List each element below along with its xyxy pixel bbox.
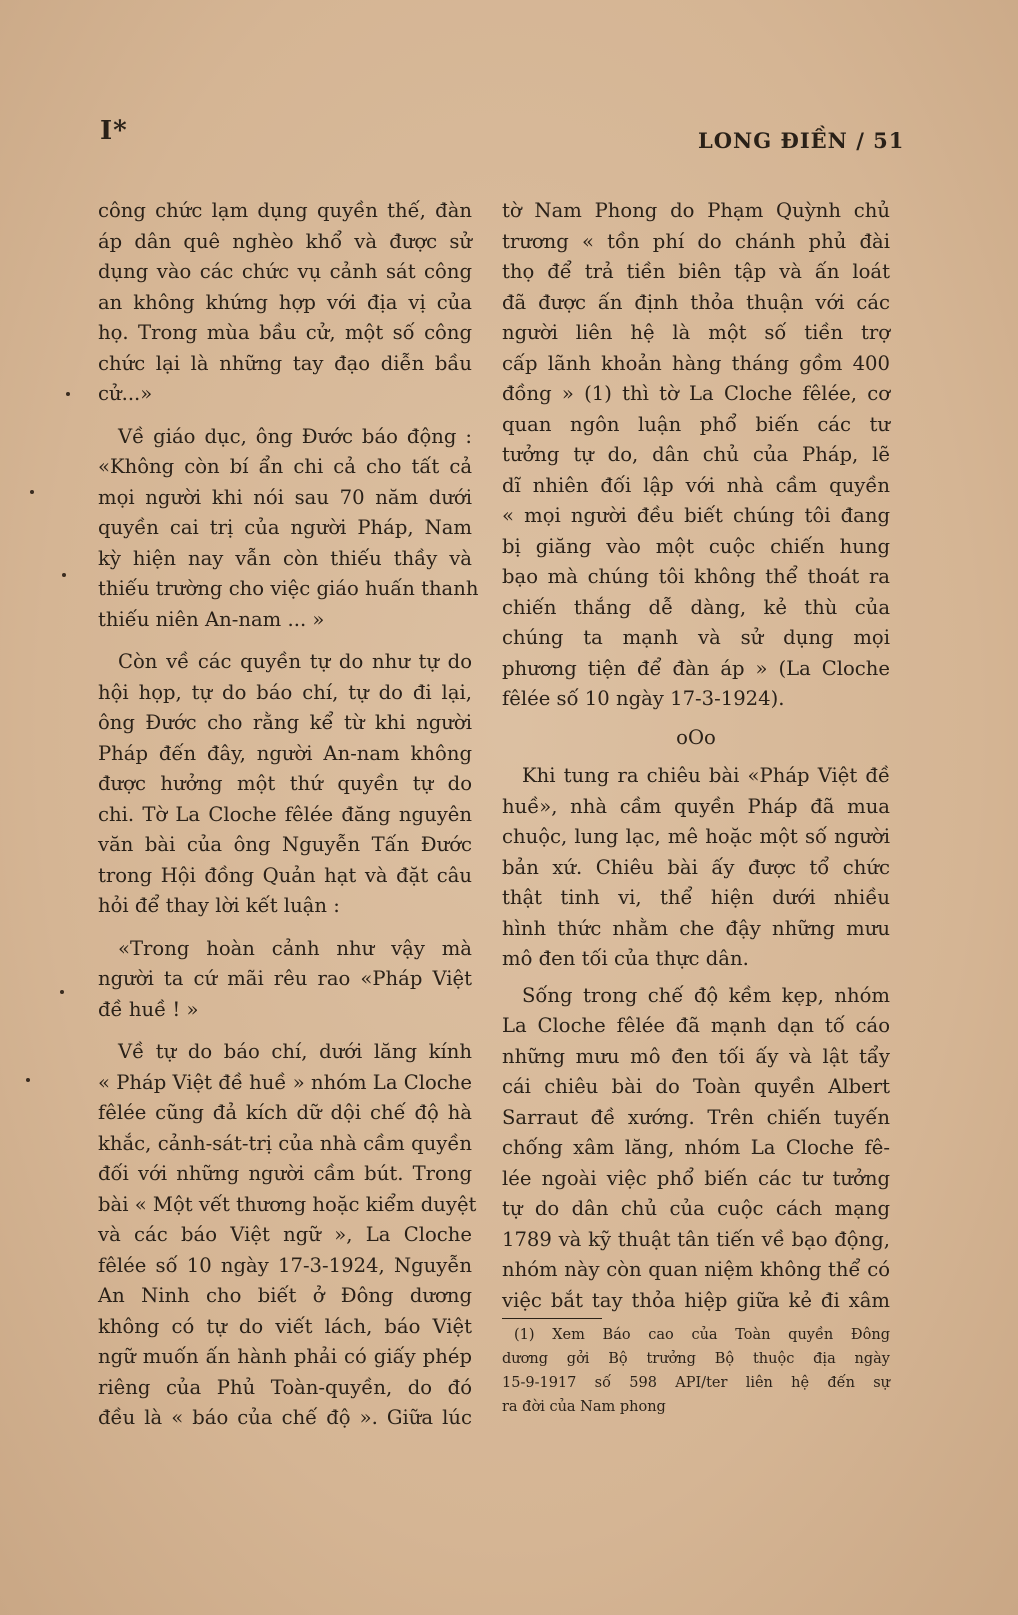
text-line: lée ngoài việc phổ biến các tư tưởng	[502, 1166, 890, 1190]
text-line: mọi người khi nói sau 70 năm dưới	[98, 485, 472, 509]
footnote-divider	[502, 1318, 602, 1319]
text-line: trương « tồn phí do chánh phủ đài	[502, 229, 890, 253]
text-line: quan ngôn luận phổ biến các tư	[502, 412, 890, 436]
text-line: chống xâm lăng, nhóm La Cloche fê-	[502, 1136, 890, 1159]
text-line: ông Đước cho rằng kể từ khi người	[98, 711, 472, 734]
print-speck	[66, 392, 70, 396]
text-line: công chức lạm dụng quyền thế, đàn	[98, 199, 472, 222]
print-speck	[30, 490, 34, 494]
text-line: đã được ấn định thỏa thuận với các	[502, 290, 890, 314]
text-line: hỏi để thay lời kết luận :	[98, 894, 340, 917]
text-line: đồng » (1) thì tờ La Cloche fêlée, cơ	[502, 382, 890, 405]
text-line: đối với những người cầm bút. Trong	[98, 1162, 472, 1185]
left-column	[98, 196, 479, 1434]
text-line: huề», nhà cầm quyền Pháp đã mua	[502, 794, 890, 818]
text-line: Còn về các quyền tự do như tự do	[118, 650, 472, 673]
text-line: kỳ hiện nay vẫn còn thiếu thầy và	[98, 546, 472, 570]
text-line: nhóm này còn quan niệm không thể có	[502, 1258, 890, 1281]
footnote-line: (1) Xem Báo cao của Toàn quyền Đông	[514, 1327, 890, 1343]
text-line: việc bắt tay thỏa hiệp giữa kẻ đi xâm	[502, 1288, 890, 1312]
text-line: và các báo Việt ngữ », La Cloche	[98, 1223, 472, 1246]
text-line: dụng vào các chức vụ cảnh sát công	[98, 260, 472, 283]
text-line: fêlée cũng đả kích dữ dội chế độ hà	[98, 1101, 472, 1124]
running-header: LONG ĐIỀN / 51	[698, 128, 905, 153]
text-line: đều là « báo của chế độ ». Giữa lúc	[98, 1406, 472, 1429]
footnote-line: ra đời của Nam phong	[502, 1399, 666, 1415]
page-mark: I*	[100, 116, 128, 146]
text-line: 1789 và kỹ thuật tân tiến về bạo động,	[502, 1227, 890, 1251]
text-line: trong Hội đồng Quản hạt và đặt câu	[98, 863, 472, 887]
text-line: Pháp đến đây, người An-nam không	[98, 741, 472, 765]
text-line: La Cloche fêlée đã mạnh dạn tố cáo	[502, 1014, 890, 1037]
text-line: người liên hệ là một số tiền trợ	[502, 321, 890, 344]
text-line: «Không còn bí ẩn chi cả cho tất cả	[98, 455, 472, 478]
text-line: tưởng tự do, dân chủ của Pháp, lẽ	[502, 443, 890, 466]
text-line: An Ninh cho biết ở Đông dương	[98, 1284, 472, 1307]
text-line: người ta cứ mãi rêu rao «Pháp Việt	[98, 967, 472, 990]
text-line: những mưu mô đen tối ấy và lật tẩy	[502, 1044, 890, 1068]
text-line: chúng ta mạnh và sử dụng mọi	[502, 626, 890, 649]
text-line: fêlée số 10 ngày 17-3-1924).	[502, 687, 785, 710]
text-line: thiếu trường cho việc giáo huấn thanh	[98, 577, 479, 600]
text-line: cử...»	[98, 382, 153, 405]
text-line: thật tinh vi, thể hiện dưới nhiều	[502, 886, 890, 909]
text-line: chức lại là những tay đạo diễn bầu	[98, 351, 472, 375]
text-line: hội họp, tự do báo chí, tự do đi lại,	[98, 680, 472, 704]
text-line: fêlée số 10 ngày 17-3-1924, Nguyễn	[98, 1253, 472, 1277]
text-line: cấp lãnh khoản hàng tháng gồm 400	[502, 351, 890, 375]
text-line: quyền cai trị của người Pháp, Nam	[98, 516, 472, 539]
text-line: hình thức nhằm che đậy những mưu	[502, 916, 890, 940]
text-line: phương tiện để đàn áp » (La Cloche	[502, 656, 890, 680]
text-line: mô đen tối của thực dân.	[502, 947, 749, 970]
text-line: bạo mà chúng tôi không thể thoát ra	[502, 565, 890, 588]
print-speck	[60, 990, 64, 994]
text-line: Sống trong chế độ kềm kẹp, nhóm	[522, 983, 890, 1007]
text-line: « Pháp Việt đề huề » nhóm La Cloche	[98, 1070, 472, 1094]
text-line: văn bài của ông Nguyễn Tấn Đước	[98, 833, 472, 856]
text-line: áp dân quê nghèo khổ và được sử	[98, 229, 472, 253]
text-line: Về tự do báo chí, dưới lăng kính	[118, 1040, 472, 1063]
text-line: chuộc, lung lạc, mê hoặc một số người	[502, 825, 890, 848]
footnote-line: dương gởi Bộ trưởng Bộ thuộc địa ngày	[502, 1351, 890, 1367]
text-line: chiến thắng dễ dàng, kẻ thù của	[502, 595, 890, 619]
text-line: «Trong hoàn cảnh như vậy mà	[118, 936, 472, 960]
text-line: ngữ muốn ấn hành phải có giấy phép	[98, 1345, 472, 1368]
text-line: tự do dân chủ của cuộc cách mạng	[502, 1197, 890, 1220]
text-line: dĩ nhiên đối lập với nhà cầm quyền	[502, 473, 890, 497]
text-line: thọ để trả tiền biên tập và ấn loát	[502, 260, 890, 283]
right-column	[502, 196, 890, 1419]
print-speck	[62, 573, 66, 577]
text-line: thiếu niên An-nam ... »	[98, 607, 325, 631]
text-line: Về giáo dục, ông Đước báo động :	[118, 424, 472, 448]
text-line: tờ Nam Phong do Phạm Quỳnh chủ	[502, 199, 890, 222]
text-line: họ. Trong mùa bầu cử, một số công	[98, 321, 472, 344]
text-line: không có tự do viết lách, báo Việt	[98, 1314, 472, 1338]
text-line: chi. Tờ La Cloche fêlée đăng nguyên	[98, 802, 472, 826]
text-line: khắc, cảnh-sát-trị của nhà cầm quyền	[98, 1131, 472, 1155]
text-line: bị giăng vào một cuộc chiến hung	[502, 534, 890, 558]
text-line: Sarraut đề xướng. Trên chiến tuyến	[502, 1105, 890, 1129]
section-separator: oOo	[676, 725, 716, 749]
text-line: được hưởng một thứ quyền tự do	[98, 772, 472, 795]
text-line: an không khứng hợp với địa vị của	[98, 290, 472, 314]
text-line: « mọi người đều biết chúng tôi đang	[502, 504, 890, 527]
footnote-line: 15-9-1917 số 598 API/ter liên hệ đến sự	[502, 1375, 890, 1391]
text-line: Khi tung ra chiêu bài «Pháp Việt đề	[522, 764, 890, 787]
text-line: cái chiêu bài do Toàn quyền Albert	[502, 1075, 890, 1098]
footnote	[502, 1323, 890, 1419]
text-line: riêng của Phủ Toàn-quyền, do đó	[98, 1375, 472, 1399]
print-speck	[26, 1078, 30, 1082]
text-line: bản xứ. Chiêu bài ấy được tổ chức	[502, 855, 890, 879]
text-line: đề huề ! »	[98, 997, 199, 1021]
text-line: bài « Một vết thương hoặc kiểm duyệt	[98, 1192, 477, 1216]
